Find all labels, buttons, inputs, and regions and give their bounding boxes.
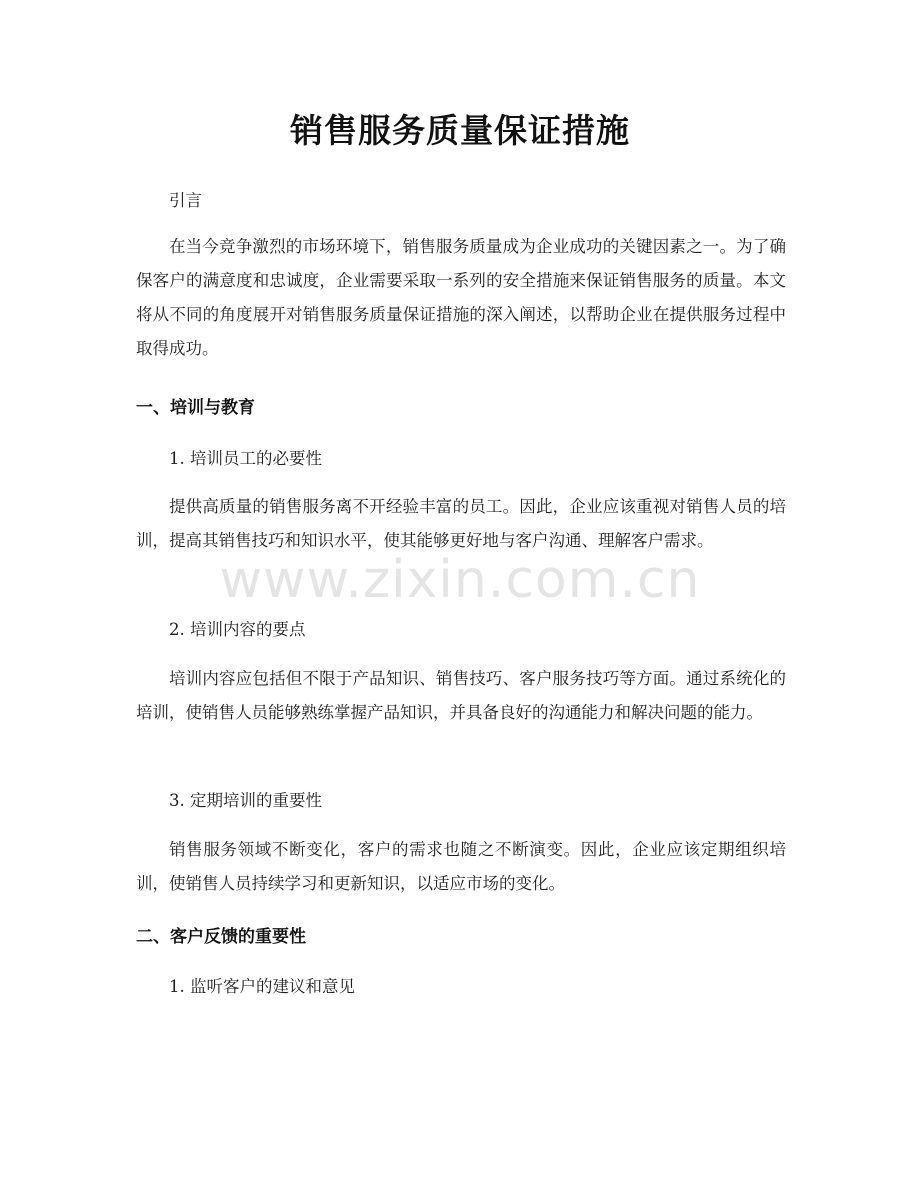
subheading-listen-customers: 1. 监听客户的建议和意见	[169, 977, 355, 996]
watermark: www.zixin.com.cn	[219, 550, 701, 610]
section-heading-customer-feedback: 二、客户反馈的重要性	[136, 927, 306, 947]
page-title: 销售服务质量保证措施	[290, 111, 630, 150]
subheading-training-content: 2. 培训内容的要点	[169, 620, 306, 639]
paragraph-training-necessity: 提供高质量的销售服务离不开经验丰富的员工。因此，企业应该重视对销售人员的培训，提高其销售技巧和知识水平，使其能够更好地与客户沟通、理解客户需求。	[136, 497, 786, 550]
section-heading-training: 一、培训与教育	[136, 398, 255, 418]
subheading-regular-training: 3. 定期培训的重要性	[169, 791, 322, 810]
intro-paragraph: 在当今竞争激烈的市场环境下，销售服务质量成为企业成功的关键因素之一。为了确保客户的满意度和忠诚度，企业需要采取一系列的安全措施来保证销售服务的质量。本文将从不同的角度展开对销售服务质量保证措施的深入阐述，以帮助企业在提供服务过程中取得成功。	[136, 237, 786, 358]
paragraph-regular-training: 销售服务领域不断变化，客户的需求也随之不断演变。因此，企业应该定期组织培训，使销售人员持续学习和更新知识，以适应市场的变化。	[136, 840, 786, 893]
paragraph-training-content: 培训内容应包括但不限于产品知识、销售技巧、客户服务技巧等方面。通过系统化的培训，使销售人员能够熟练掌握产品知识，并具备良好的沟通能力和解决问题的能力。	[136, 669, 786, 722]
intro-label: 引言	[169, 191, 202, 210]
subheading-training-necessity: 1. 培训员工的必要性	[169, 449, 322, 468]
